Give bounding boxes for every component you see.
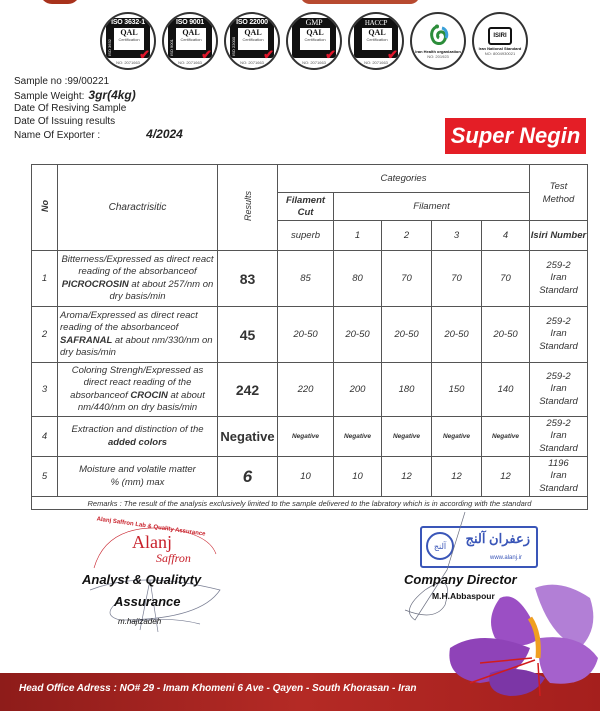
row-value-3: 12: [432, 457, 482, 497]
header-grade-1: 1: [334, 221, 382, 251]
cert-badge-iso22000: [224, 12, 280, 70]
row-value-3: 150: [432, 363, 482, 417]
cert-sub: Certification: [304, 36, 326, 42]
row-characteristic: [58, 417, 218, 457]
cert-mark: QAL: [182, 27, 200, 37]
header-test-method: Test Method: [530, 165, 588, 221]
row-result: 242: [218, 363, 278, 417]
exporter-label: Name Of Exporter :: [14, 130, 101, 141]
cert-side: ISO 3632: [107, 38, 112, 56]
header-characteristic: Charactrisitic: [58, 165, 218, 251]
stamp-brand: Alanj: [132, 532, 172, 552]
table-row: [32, 417, 588, 457]
cert-badge-iso3632: [100, 12, 156, 70]
sample-number: Sample no :99/00221: [14, 76, 110, 87]
checkmark-icon: ✔: [139, 46, 150, 62]
row-value-superb: 220: [278, 363, 334, 417]
row-value-2: 12: [382, 457, 432, 497]
checkmark-icon: ✔: [263, 46, 274, 62]
cert-badge-iran-health: [410, 12, 466, 70]
row-value-superb: 20-50: [278, 307, 334, 363]
row-standard: [530, 457, 588, 497]
char-text: Extraction and distinction of the: [71, 424, 204, 435]
table-row: [32, 457, 588, 497]
grade-badge: Super Negin: [445, 118, 586, 154]
char-text: Aroma/Expressed as direct react reading of the absorbanceof: [60, 309, 198, 333]
cert-number: NO: 2071663: [116, 59, 140, 65]
stamp-arc-text: Alanj Saffron Lab & Quality Assurance: [96, 516, 206, 538]
row-value-1: 20-50: [334, 307, 382, 363]
header-filament: Filament: [334, 193, 530, 221]
analyst-title-2: Assurance: [114, 594, 181, 609]
standard-number: 259-2: [546, 315, 571, 327]
standard-number: 259-2: [546, 259, 571, 271]
row-value-1: 200: [334, 363, 382, 417]
table-row: [32, 363, 588, 417]
row-number: 4: [32, 417, 58, 457]
row-value-4: 70: [482, 251, 530, 307]
char-compound: CROCIN: [130, 389, 168, 401]
cert-title: GMP: [305, 17, 323, 27]
cert-mark: QAL: [368, 27, 386, 37]
char-text: Moisture and volatile matter % (mm) max: [79, 464, 196, 488]
cert-badge-gmp: [286, 12, 342, 70]
cert-title: ISO 22000: [236, 18, 268, 26]
cert-sub: Certification: [180, 36, 202, 42]
row-value-3: 20-50: [432, 307, 482, 363]
header-isiri-number: Isiri Number: [530, 221, 588, 251]
char-text: at about 257/nm on dry basis/min: [109, 278, 214, 302]
row-standard: [530, 363, 588, 417]
header-filament-cut: Filament Cut: [278, 193, 334, 221]
row-number: 2: [32, 307, 58, 363]
char-text: at about nm/330/nm on dry basis/min: [60, 334, 213, 358]
director-title: Company Director: [404, 572, 517, 587]
sample-weight-label: Sample Weight:: [14, 90, 85, 102]
cert-mark: QAL: [120, 27, 138, 37]
receiving-date-label: Date Of Resiving Sample: [14, 103, 127, 114]
report-date: 4/2024: [146, 127, 183, 141]
header-no-label: No: [39, 200, 50, 212]
row-value-superb: 10: [278, 457, 334, 497]
stamp-company-name: زعفران آلنج: [465, 531, 530, 546]
row-characteristic: [58, 363, 218, 417]
cert-side: ISO 22000: [231, 36, 236, 56]
char-compound: added colors: [107, 436, 168, 448]
standard-name: Iran Standard: [539, 383, 578, 407]
header-decoration-right: [300, 0, 420, 4]
row-value-2: 20-50: [382, 307, 432, 363]
cert-sub: Certification: [118, 36, 140, 42]
cert-number: NO: 2071663: [240, 59, 264, 65]
header-decoration-left: [40, 0, 80, 4]
row-standard: [530, 307, 588, 363]
row-standard: [530, 417, 588, 457]
row-value-superb: Negative: [278, 417, 334, 457]
checkmark-icon: ✔: [387, 46, 398, 62]
standard-name: Iran Standard: [539, 328, 578, 352]
header-superb: superb: [278, 221, 334, 251]
header-categories: Categories: [278, 165, 530, 193]
cert-badge-iran-standard: [472, 12, 528, 70]
standard-name: Iran Standard: [539, 470, 578, 494]
row-value-2: 180: [382, 363, 432, 417]
table-row: [32, 251, 588, 307]
header-results: [218, 165, 278, 251]
results-table: [31, 164, 588, 510]
standard-number: 1196: [548, 457, 569, 469]
row-result: 83: [218, 251, 278, 307]
header-grade-4: 4: [482, 221, 530, 251]
leaf-emblem-icon: [425, 24, 451, 48]
row-value-2: 70: [382, 251, 432, 307]
header-results-label: Results: [242, 190, 253, 221]
row-value-superb: 85: [278, 251, 334, 307]
cert-number: NO: 201923: [427, 53, 449, 59]
header-grade-3: 3: [432, 221, 482, 251]
cert-title: ISO 9001: [176, 18, 204, 26]
char-text: at about nm/440/nm on dry basis/min: [77, 389, 205, 413]
cert-title: HACCP: [364, 18, 388, 27]
sample-weight-value: 3gr(4kg): [88, 87, 136, 102]
standard-name: Iran Standard: [539, 272, 578, 296]
header-no: [32, 165, 58, 251]
sample-info: [14, 76, 183, 143]
cert-number: NO: 8004930021: [484, 50, 516, 56]
row-characteristic: [58, 251, 218, 307]
row-value-2: Negative: [382, 417, 432, 457]
cert-title: Iran National Standard: [478, 45, 522, 51]
cert-side: ISO 9001: [169, 38, 174, 56]
saffron-flower-image: [440, 578, 600, 698]
cert-sub: Certification: [366, 36, 388, 42]
cert-mark: QAL: [244, 27, 262, 37]
row-result: 6: [218, 457, 278, 497]
standard-name: Iran Standard: [539, 430, 578, 454]
row-number: 1: [32, 251, 58, 307]
row-value-1: 10: [334, 457, 382, 497]
cert-badge-haccp: [348, 12, 404, 70]
char-compound: SAFRANAL: [60, 334, 113, 346]
standard-number: 259-2: [546, 370, 571, 382]
table-row: [32, 307, 588, 363]
row-value-3: Negative: [432, 417, 482, 457]
row-characteristic: [58, 457, 218, 497]
header-grade-2: 2: [382, 221, 432, 251]
row-value-3: 70: [432, 251, 482, 307]
char-text: Bitterness/Expressed as direct react reading of the absorbanceof: [61, 253, 214, 277]
head-office-address: Head Office Adress : NO# 29 - Imam Khomeni 6 Ave - Qayen - South Khorasan - Iran: [19, 683, 417, 694]
row-characteristic: [58, 307, 218, 363]
row-value-4: 12: [482, 457, 530, 497]
row-value-4: 20-50: [482, 307, 530, 363]
stamp-website: www.alanj.ir: [489, 555, 522, 561]
row-value-4: Negative: [482, 417, 530, 457]
cert-number: NO: 2071663: [178, 59, 202, 65]
char-text: Coloring Strengh/Expressed as direct react reading of the absorbanceof: [70, 364, 204, 401]
analyst-title: Analyst & Qualityty: [82, 572, 202, 587]
char-compound: PICROCROSIN: [61, 278, 129, 290]
row-number: 5: [32, 457, 58, 497]
row-value-1: 80: [334, 251, 382, 307]
row-value-1: Negative: [334, 417, 382, 457]
cert-title: Iran Health organization: [415, 48, 461, 54]
issuing-date-label: Date Of Issuing results: [14, 115, 116, 127]
isiri-standard-icon: [488, 27, 511, 45]
stamp-brand-sub: Saffron: [156, 551, 191, 565]
row-result: Negative: [218, 417, 278, 457]
row-standard: [530, 251, 588, 307]
checkmark-icon: ✔: [325, 46, 336, 62]
cert-badge-iso9001: [162, 12, 218, 70]
checkmark-icon: ✔: [201, 46, 212, 62]
row-number: 3: [32, 363, 58, 417]
cert-title: ISO 3632-1: [111, 18, 145, 26]
analyst-name: m.hajizadeh: [118, 617, 162, 626]
standard-number: 259-2: [546, 417, 571, 429]
cert-number: NO: 2071663: [302, 59, 326, 65]
cert-sub: Certification: [242, 36, 264, 42]
row-result: 45: [218, 307, 278, 363]
row-value-4: 140: [482, 363, 530, 417]
certification-badges: [100, 12, 528, 70]
cert-number: NO: 2071663: [364, 59, 388, 65]
cert-mark: QAL: [306, 27, 324, 37]
cert-mark: ISIRI: [493, 32, 507, 39]
stamp-circle-logo: آلنج: [426, 532, 454, 560]
director-name: M.H.Abbaspour: [432, 591, 495, 601]
remarks: Remarks : The result of the analysis exclusively limited to the sample delivered to the labratory which is in according with the standard: [32, 497, 588, 510]
